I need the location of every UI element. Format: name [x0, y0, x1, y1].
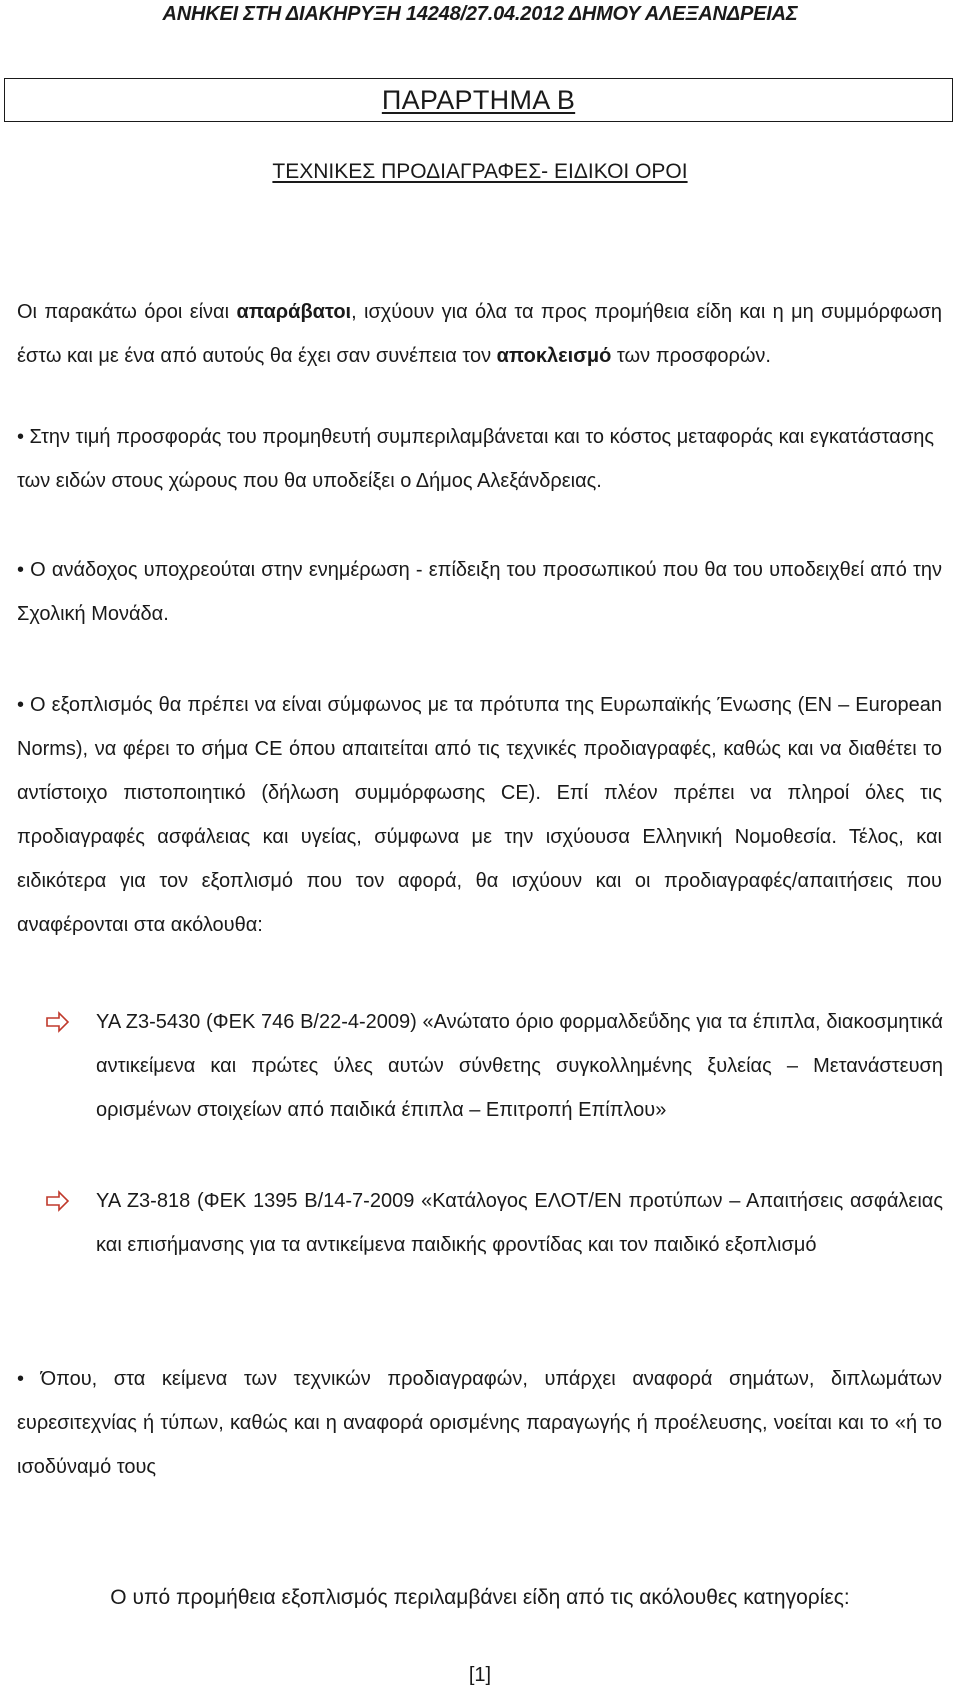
arrow-right-icon	[43, 1000, 73, 1044]
intro-bold-2: αποκλεισμό	[496, 345, 612, 367]
document-header: ΑΝΗΚΕΙ ΣΤΗ ΔΙΑΚΗΡΥΞΗ 14248/27.04.2012 ΔΗΜΟΥ ΑΛΕΞΑΝΔΡΕΙΑΣ	[162, 3, 798, 25]
annex-title-box	[4, 78, 953, 122]
arrow-right-icon	[43, 1179, 73, 1223]
regulation-text: ΥΑ Ζ3-5430 (ΦΕΚ 746 Β/22-4-2009) «Ανώτατο όριο φορμαλδεΰδης για τα έπιπλα, διακοσμητικά αντικείμενα και πρώτες ύλες αυτών σύνθετης συγκολλημένης ξυλείας – Μετανάστευση ορισμένων στοιχείων από παιδικά έπιπλα – Επιτροπή Επίπλου»	[96, 1011, 943, 1121]
equivalent-paragraph: • Όπου, στα κείμενα των τεχνικών προδιαγραφών, υπάρχει αναφορά σημάτων, διπλωμάτων ευρεσιτεχνίας ή τύπων, καθώς και η αναφορά ορισμένης παραγωγής ή προέλευσης, νοείται και το «ή το ισοδύναμό τους	[17, 1368, 942, 1478]
annex-subtitle: ΤΕΧΝΙΚΕΣ ΠΡΟΔΙΑΓΡΑΦΕΣ- ΕΙΔΙΚΟΙ ΟΡΟΙ	[272, 160, 688, 183]
training-paragraph: • Ο ανάδοχος υποχρεούται στην ενημέρωση - επίδειξη του προσωπικού που θα του υποδειχθεί από την Σχολική Μονάδα.	[17, 559, 942, 625]
regulation-item	[51, 1179, 943, 1267]
regulation-item	[51, 1000, 943, 1132]
intro-text-1: Οι παρακάτω όροι είναι	[17, 301, 237, 323]
intro-bold-1: απαράβατοι	[236, 301, 352, 323]
page-number: [1]	[468, 1664, 492, 1686]
annex-title: ΠΑΡΑΡΤΗΜΑ Β	[381, 85, 576, 115]
annex-subtitle-container	[0, 157, 960, 187]
transport-paragraph: • Στην τιμή προσφοράς του προμηθευτή συμπεριλαμβάνεται και το κόστος μεταφοράς και εγκατάστασης των ειδών στους χώρους που θα υποδείξει ο Δήμος Αλεξάνδρειας.	[17, 426, 934, 492]
intro-paragraph	[17, 290, 942, 378]
intro-text-2: , ισχύουν για όλα τα προς προμήθεια είδη και η μη συμμόρφωση έστω και με ένα από αυτούς θα έχει σαν συνέπεια τον	[17, 301, 943, 367]
closing-statement: Ο υπό προμήθεια εξοπλισμός περιλαμβάνει είδη από τις ακόλουθες κατηγορίες:	[110, 1586, 850, 1609]
regulation-text: ΥΑ Ζ3-818 (ΦΕΚ 1395 Β/14-7-2009 «Κατάλογος ΕΛΟΤ/ΕΝ προτύπων – Απαιτήσεις ασφάλειας και επισήμανσης για τα αντικείμενα παιδικής φροντίδας και τον παιδικό εξοπλισμό	[96, 1190, 943, 1256]
intro-text-3: των προσφορών.	[611, 345, 771, 367]
standards-paragraph: • Ο εξοπλισμός θα πρέπει να είναι σύμφωνος με τα πρότυπα της Ευρωπαϊκής Ένωσης (ΕΝ – European Norms), να φέρει το σήμα CE όπου απαιτείται από τις τεχνικές προδιαγραφές, καθώς και να διαθέτει το αντίστοιχο πιστοποιητικό (δήλωση συμμόρφωσης CE). Επί πλέον πρέπει να πληροί όλες τις προδιαγραφές ασφάλειας και υγείας, σύμφωνα με την ισχύουσα Ελληνική Νομοθεσία. Τέλος, και ειδικότερα για τον εξοπλισμό που τον αφορά, θα ισχύουν και οι προδιαγραφές/απαιτήσεις που αναφέρονται στα ακόλουθα:	[17, 694, 942, 936]
